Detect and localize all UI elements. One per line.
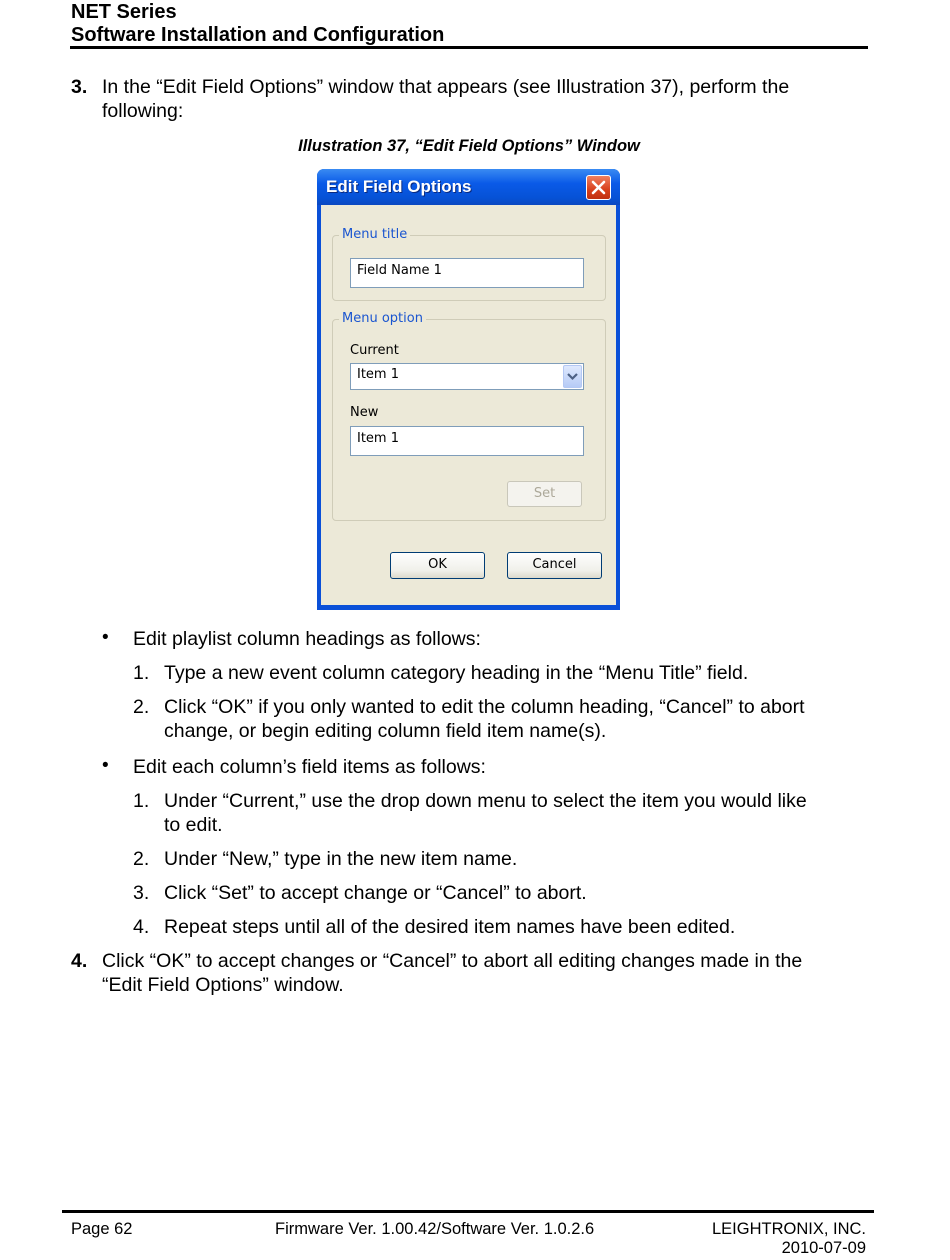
ok-button[interactable]: OK: [390, 552, 485, 579]
dialog-titlebar: [317, 169, 620, 205]
bullet-marker: •: [102, 755, 109, 776]
bullet-marker: •: [102, 627, 109, 648]
bullet1-text: Edit playlist column headings as follows:: [133, 628, 481, 650]
bullet1-item2-num: 2.: [133, 696, 150, 718]
bullet2-item4-num: 4.: [133, 916, 150, 938]
header-series: NET Series: [71, 1, 177, 23]
footer-date: 2010-07-09: [781, 1239, 866, 1257]
menu-title-input[interactable]: Field Name 1: [350, 258, 584, 288]
current-dropdown[interactable]: [350, 363, 584, 390]
cancel-button[interactable]: Cancel: [507, 552, 602, 579]
menu-title-legend: [339, 227, 410, 242]
chevron-down-icon: [564, 366, 581, 387]
footer-rule: [62, 1210, 874, 1213]
dropdown-arrow-button[interactable]: [563, 365, 582, 388]
bullet2-item3-num: 3.: [133, 882, 150, 904]
footer-company: LEIGHTRONIX, INC.: [711, 1220, 866, 1238]
step3-number: 3.: [71, 76, 88, 98]
bullet2-item1-num: 1.: [133, 790, 150, 812]
bullet2-item1-line2: to edit.: [164, 814, 223, 836]
step4-line1: Click “OK” to accept changes or “Cancel” to abort all editing changes made in the: [102, 950, 803, 972]
bullet2-item1-line1: Under “Current,” use the drop down menu to select the item you would like: [164, 790, 807, 812]
bullet1-item2-line2: change, or begin editing column field item name(s).: [164, 720, 607, 742]
dialog-client-area: [321, 205, 616, 605]
header-subtitle: Software Installation and Configuration: [71, 24, 445, 46]
close-icon: [587, 176, 610, 199]
bullet2-item2-line1: Under “New,” type in the new item name.: [164, 848, 518, 870]
bullet2-text: Edit each column’s field items as follows:: [133, 756, 486, 778]
current-label: Current: [350, 343, 399, 358]
bullet1-item1-line1: Type a new event column category heading in the “Menu Title” field.: [164, 662, 749, 684]
current-dropdown-value: Item 1: [357, 367, 399, 382]
menu-option-legend-text: Menu option: [342, 311, 423, 326]
new-label: New: [350, 405, 379, 420]
bullet1-item1-num: 1.: [133, 662, 150, 684]
menu-option-legend: [339, 311, 426, 326]
footer-page: Page 62: [71, 1220, 133, 1238]
step3-line1: In the “Edit Field Options” window that appears (see Illustration 37), perform the: [102, 76, 790, 98]
bullet2-item2-num: 2.: [133, 848, 150, 870]
set-button[interactable]: Set: [507, 481, 582, 507]
dialog-title: Edit Field Options: [326, 177, 472, 196]
illustration-caption: Illustration 37, “Edit Field Options” Window: [298, 137, 640, 155]
header-rule: [70, 46, 868, 49]
bullet2-item3-line1: Click “Set” to accept change or “Cancel” to abort.: [164, 882, 587, 904]
footer-version: Firmware Ver. 1.00.42/Software Ver. 1.0.2.6: [275, 1220, 595, 1238]
close-button[interactable]: [586, 175, 611, 200]
step3-line2: following:: [102, 100, 184, 122]
step4-number: 4.: [71, 950, 88, 972]
bullet1-item2-line1: Click “OK” if you only wanted to edit the column heading, “Cancel” to abort: [164, 696, 805, 718]
edit-field-options-window: [317, 169, 620, 610]
step4-line2: “Edit Field Options” window.: [102, 974, 344, 996]
bullet2-item4-line1: Repeat steps until all of the desired item names have been edited.: [164, 916, 736, 938]
new-input[interactable]: Item 1: [350, 426, 584, 456]
menu-title-legend-text: Menu title: [342, 227, 408, 242]
